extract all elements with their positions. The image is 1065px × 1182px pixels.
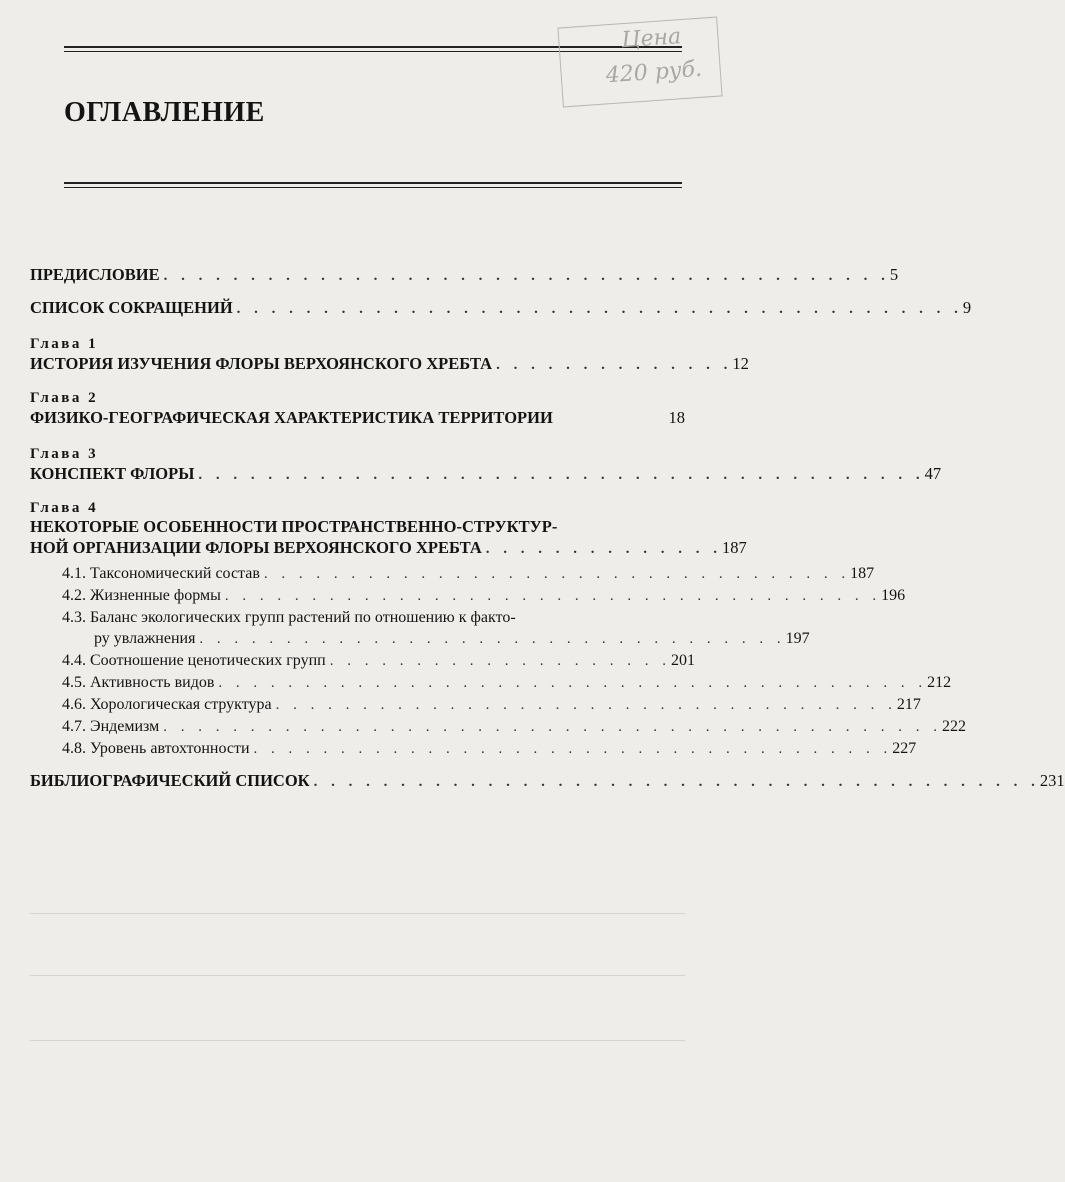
toc-subentry-4-4[interactable] — [30, 652, 695, 674]
toc-entry-preface[interactable] — [30, 265, 899, 287]
toc-label: 4.6. Хорологическая структура — [62, 696, 272, 713]
leader-dots: . . . . . . . . . . . . . . . . . . . . . . . . . . . . . . . . . . . . . . . . . . . . . — [163, 719, 943, 735]
page-title: ОГЛАВЛЕНИЕ — [64, 97, 265, 128]
leader-dots: . . . . . . . . . . . . . . . . . . . . — [329, 653, 671, 669]
show-through-line — [30, 913, 685, 914]
toc-page: 222 — [942, 718, 967, 735]
toc-page: 9 — [962, 298, 972, 317]
toc-label-line-1: НЕКОТОРЫЕ ОСОБЕННОСТИ ПРОСТРАНСТВЕННО-СТРУКТУР- — [30, 517, 558, 536]
toc-label: 4.5. Активность видов — [62, 674, 215, 691]
toc-page: 217 — [896, 696, 921, 713]
leader-dots: . . . . . . . . . . . . . . . . . . . . . . . . . . . . . . . . . . . . . . . . . — [218, 675, 928, 691]
leader-dots: . . . . . . . . . . . . . . — [496, 357, 733, 373]
toc-label: ПРЕДИСЛОВИЕ — [30, 265, 160, 284]
leader-dots: . . . . . . . . . . . . . . . . . . . . . . . . . . . . . . . . . . . . — [275, 697, 897, 713]
toc-label: ИСТОРИЯ ИЗУЧЕНИЯ ФЛОРЫ ВЕРХОЯНСКОГО ХРЕБТА — [30, 354, 493, 373]
show-through-line — [30, 975, 685, 976]
toc-label-line-1: 4.3. Баланс экологических групп растений по отношению к факто- — [62, 609, 516, 626]
toc-page: 231 — [1039, 771, 1065, 790]
toc-label: 4.4. Соотношение ценотических групп — [62, 652, 326, 669]
toc-label: ру увлажнения — [94, 630, 196, 647]
toc-entry-bibliography[interactable] — [30, 771, 1065, 793]
leader-dots: . . . . . . . . . . . . . . . . . . . . . . . . . . . . . . . . . . — [199, 631, 786, 647]
toc-entry-abbreviations[interactable] — [30, 298, 972, 320]
toc-page: 201 — [670, 652, 695, 669]
toc-subentry-4-1[interactable] — [30, 565, 875, 587]
toc-label: НОЙ ОРГАНИЗАЦИИ ФЛОРЫ ВЕРХОЯНСКОГО ХРЕБТА — [30, 538, 482, 557]
toc-label: КОНСПЕКТ ФЛОРЫ — [30, 464, 195, 483]
toc-label: 4.7. Эндемизм — [62, 718, 160, 735]
toc-subentry-4-2[interactable] — [30, 587, 906, 609]
toc-subentry-4-5[interactable] — [30, 674, 952, 696]
title-double-rule — [64, 182, 682, 188]
chapter-2-heading: Глава 2 — [30, 390, 99, 406]
toc-page: 12 — [732, 354, 749, 373]
chapter-3-heading: Глава 3 — [30, 446, 99, 462]
toc-page: 196 — [881, 587, 906, 604]
toc-page: 187 — [850, 565, 875, 582]
chapter-1-heading: Глава 1 — [30, 336, 99, 352]
leader-dots: . . . . . . . . . . . . . . . . . . . . . . . . . . . . . . . . . . . . . . . . . . — [236, 301, 963, 317]
stamp-line-2: 420 руб. — [605, 56, 703, 89]
toc-page: 187 — [722, 538, 747, 557]
leader-dots: . . . . . . . . . . . . . . . . . . . . . . . . . . . . . . . . . . . . . . . . . . — [163, 268, 890, 284]
toc-entry-chapter-3[interactable] — [30, 464, 942, 486]
toc-label: 4.8. Уровень автохтонности — [62, 740, 250, 757]
toc-label: ФИЗИКО-ГЕОГРАФИЧЕСКАЯ ХАРАКТЕРИСТИКА ТЕРРИТОРИИ — [30, 408, 553, 427]
toc-entry-chapter-2[interactable] — [30, 408, 685, 430]
chapter-4-heading: Глава 4 — [30, 500, 99, 516]
toc-page: 212 — [927, 674, 952, 691]
toc-page: 5 — [889, 265, 899, 284]
leader-dots: . . . . . . . . . . . . . . . . . . . . . . . . . . . . . . . . . . . . . — [253, 741, 893, 757]
price-stamp — [557, 17, 722, 108]
toc-subentry-4-8[interactable] — [30, 740, 917, 762]
leader-dots: . . . . . . . . . . . . . . . . . . . . . . . . . . . . . . . . . . . . . . — [224, 588, 882, 604]
leader-dots: . . . . . . . . . . . . . . . . . . . . . . . . . . . . . . . . . . . . . . . . . . — [198, 467, 925, 483]
show-through-line — [30, 1040, 685, 1041]
toc-page: 18 — [668, 408, 685, 427]
stamp-line-1: Цена — [620, 24, 683, 54]
toc-entry-chapter-4[interactable] — [30, 538, 747, 560]
toc-subentry-4-7[interactable] — [30, 718, 967, 740]
toc-subentry-4-3[interactable] — [30, 630, 810, 652]
toc-label: СПИСОК СОКРАЩЕНИЙ — [30, 298, 233, 317]
toc-page: 227 — [892, 740, 917, 757]
leader-dots: . . . . . . . . . . . . . . . . . . . . . . . . . . . . . . . . . . . . . . . . . . — [313, 774, 1040, 790]
toc-page: 197 — [785, 630, 810, 647]
toc-label: БИБЛИОГРАФИЧЕСКИЙ СПИСОК — [30, 771, 310, 790]
toc-label: 4.2. Жизненные формы — [62, 587, 221, 604]
leader-dots: . . . . . . . . . . . . . . . . . . . . . . . . . . . . . . . . . . — [263, 566, 851, 582]
toc-label: 4.1. Таксономический состав — [62, 565, 260, 582]
toc-subentry-4-6[interactable] — [30, 696, 921, 718]
leader-dots: . . . . . . . . . . . . . . — [485, 541, 722, 557]
toc-page: 47 — [924, 464, 942, 483]
toc-entry-chapter-1[interactable] — [30, 354, 749, 376]
